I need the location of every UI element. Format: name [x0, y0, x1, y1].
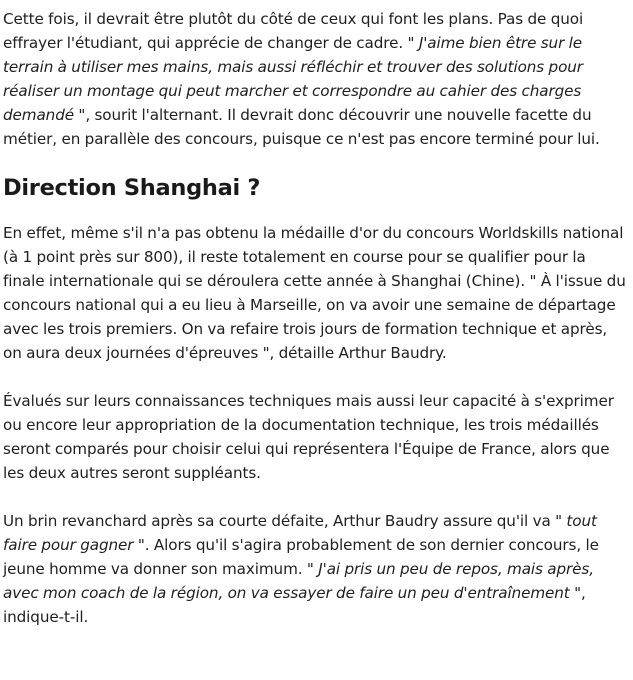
article-body: [3, 7, 630, 629]
paragraph-evaluation: Évalués sur leurs connaissances techniques mais aussi leur capacité à s'exprimer ou encore leur appropriation de la documentation technique, les trois médaillés seront comparés pour choisir celui qui représentera l'Équipe de France, alors que les deux autres seront suppléants.: [3, 392, 614, 482]
paragraph-intro-text-a: Cette fois, il devrait être plutôt du côté de ceux qui font les plans. Pas de quoi effrayer l'étudiant, qui apprécie de changer de cadre. ": [3, 10, 584, 52]
paragraph-conclusion-text-c: ", indique-t-il.: [3, 584, 586, 626]
paragraph-intro: [3, 7, 630, 151]
paragraph-conclusion-text-a: Un brin revanchard après sa courte défaite, Arthur Baudry assure qu'il va ": [3, 512, 567, 530]
section-heading: Direction Shanghai ?: [3, 175, 261, 201]
paragraph-intro-text-b: ", sourit l'alternant. Il devrait donc découvrir une nouvelle facette du métier, en parallèle des concours, puisque ce n'est pas encore terminé pour lui.: [3, 106, 600, 148]
paragraph-conclusion-text-b: ". Alors qu'il s'agira probablement de son dernier concours, le jeune homme va donner son maximum. ": [3, 536, 599, 578]
quote-repos: J'ai pris un peu de repos, mais après, avec mon coach de la région, on va essayer de faire un peu d'entraînement: [3, 560, 594, 602]
paragraph-conclusion: [3, 509, 630, 629]
quote-gagner: tout faire pour gagner: [3, 512, 597, 554]
quote-terrain: J'aime bien être sur le terrain à utiliser mes mains, mais aussi réfléchir et trouver des solutions pour réaliser un montage qui peut marcher et correspondre au cahier des charges demandé: [3, 34, 583, 124]
paragraph-shanghai: En effet, même s'il n'a pas obtenu la médaille d'or du concours Worldskills national (à 1 point près sur 800), il reste totalement en course pour se qualifier pour la finale internationale qui se déroulera cette année à Shanghai (Chine). " À l'issue du concours national qui a eu lieu à Marseille, on va avoir une semaine de départage avec les trois premiers. On va refaire trois jours de formation technique et après, on aura deux journées d'épreuves ", détaille Arthur Baudry.: [3, 224, 626, 362]
